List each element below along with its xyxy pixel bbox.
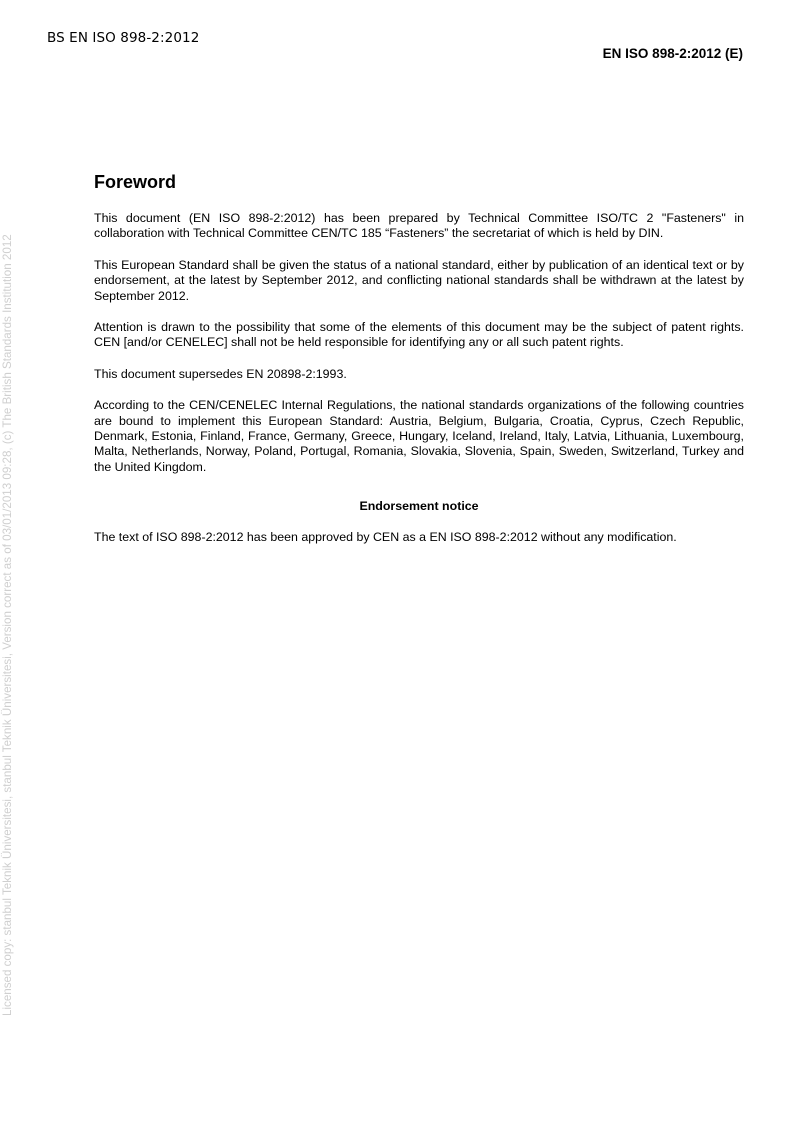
page-content xyxy=(94,172,744,562)
endorsement-text: The text of ISO 898-2:2012 has been approved by CEN as a EN ISO 898-2:2012 without any modification. xyxy=(94,530,677,545)
license-watermark: Licensed copy: stanbul Teknik Üniversitesi, stanbul Teknik Üniversitesi, Version correct as of 03/01/2013 09:28, (c) The British Standards Institution 2012 xyxy=(1,234,14,1016)
endorsement-heading: Endorsement notice xyxy=(359,499,479,514)
foreword-paragraph-status: This European Standard shall be given the status of a national standard, either by publication of an identical text or by endorsement, at the latest by September 2012, and conflicting national standards shall be withdrawn at the latest by September 2012. xyxy=(94,257,744,303)
foreword-paragraph-supersedes: This document supersedes EN 20898-2:1993. xyxy=(94,366,347,381)
foreword-heading: Foreword xyxy=(94,172,177,192)
foreword-paragraph-countries: According to the CEN/CENELEC Internal Regulations, the national standards organizations of the following countries are bound to implement this European Standard: Austria, Belgium, Bulgaria, Croatia, Cyprus, Czech Republic, Denmark, Estonia, Finland, France, Germany, Greece, Hungary, Iceland, Ireland, Italy, Latvia, Lithuania, Luxembourg, Malta, Netherlands, Norway, Poland, Portugal, Romania, Slovakia, Slovenia, Spain, Sweden, Switzerland, Turkey and the United Kingdom. xyxy=(94,398,744,474)
foreword-paragraph-patent: Attention is drawn to the possibility that some of the elements of this document may be the subject of patent rights. CEN [and/or CENELEC] shall not be held responsible for identifying any or all such patent rights. xyxy=(94,320,744,350)
document-code-header: BS EN ISO 898-2:2012 xyxy=(47,30,200,46)
standard-code-header: EN ISO 898-2:2012 (E) xyxy=(602,46,743,61)
foreword-paragraph-preparation: This document (EN ISO 898-2:2012) has been prepared by Technical Committee ISO/TC 2 "Fasteners" in collaboration with Technical Committee CEN/TC 185 “Fasteners” the secretariat of which is held by DIN. xyxy=(94,211,744,241)
